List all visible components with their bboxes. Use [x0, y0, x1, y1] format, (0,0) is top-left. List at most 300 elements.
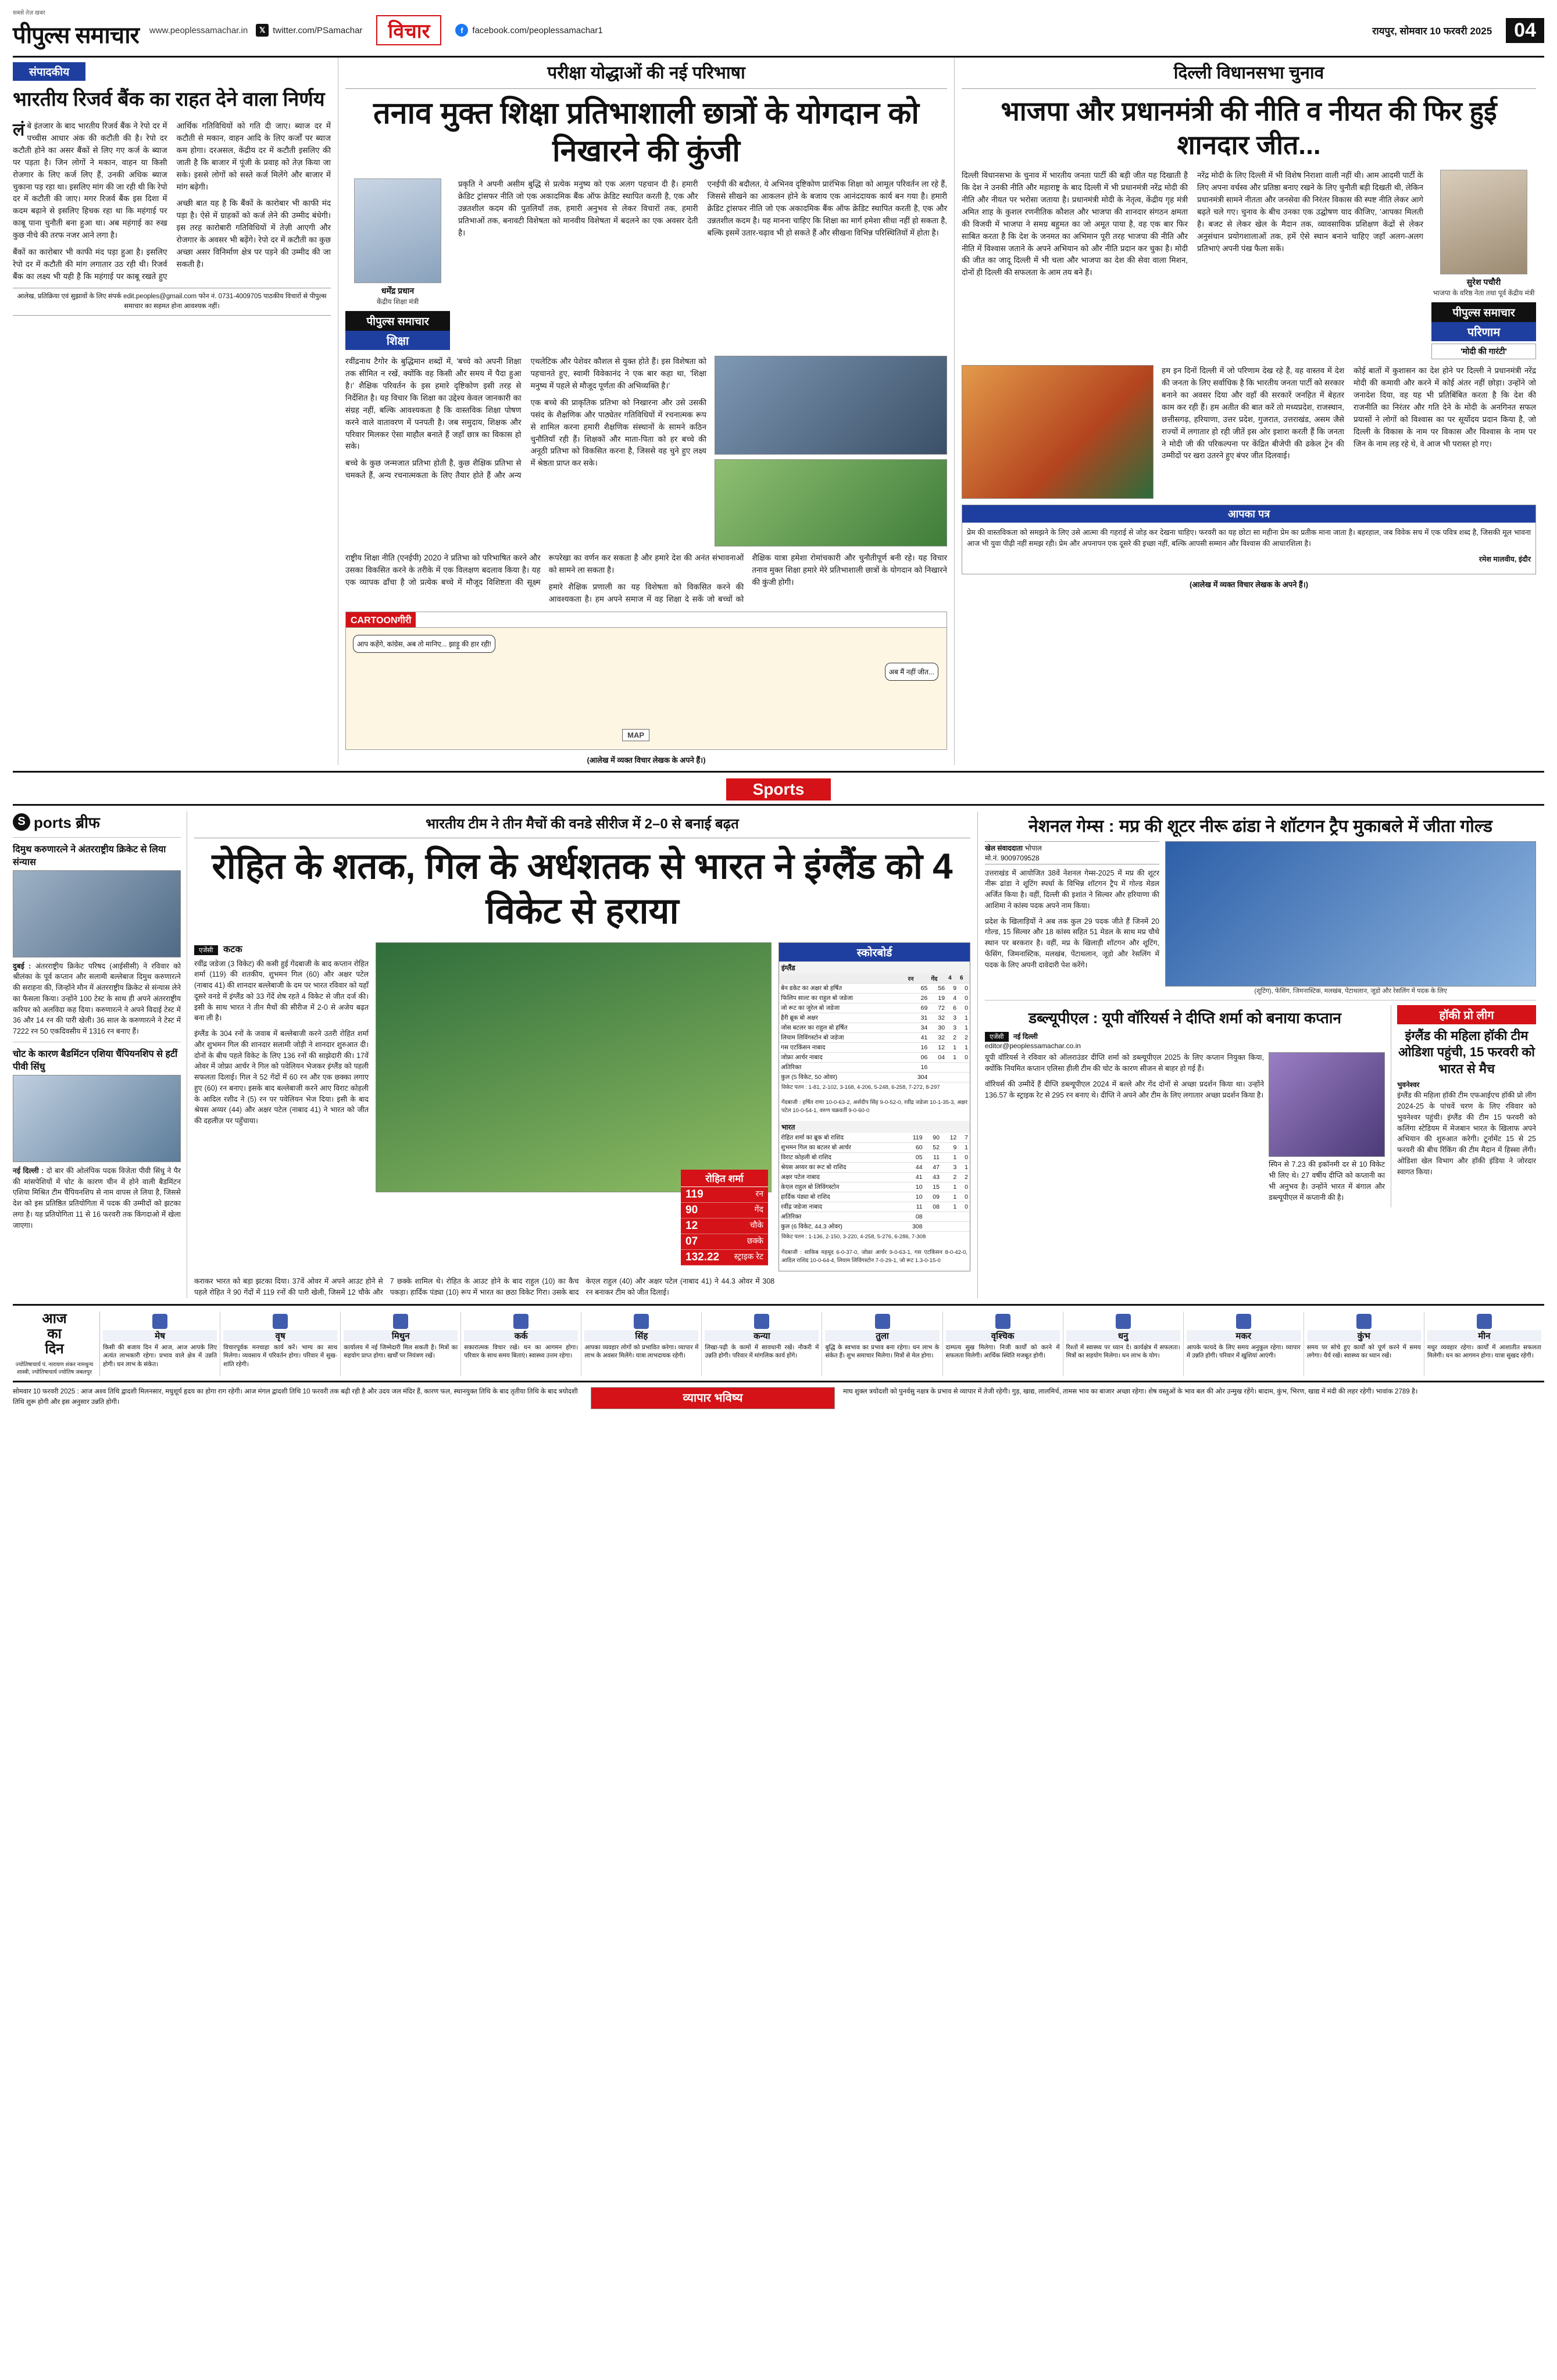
wpl-para: स्पिन से 7.23 की इकॉनमी दर से 10 विकेट भी लिए थे। 27 वर्षीय दीप्ति को कप्तानी का भी अनुभव है। उन्होंने भारत में बंगाल और डब्ल्यूपीएल में कप्तानी की है। [1269, 1160, 1385, 1202]
article-para: बच्चे के कुछ जन्मजात प्रतिभा होती है, कुछ शैक्षिक प्रतिभा से चमकते हैं, अन्य रचनात्मकता के लिए तैयार होते हैं और अन्य एथलेटिक और पेशेवर कौशल से युक्त होते हैं। इस विशेषता को पहचानते हुए, स्वामी विवेकानंद ने एक बार कहा था, 'शिक्षा मनुष्य में पहले से मौजूद पूर्णता की अभिव्यक्ति है।' [345, 357, 706, 480]
zodiac-sign-text: विचारपूर्वक मनचाहा कार्य करें। भाग्य का साथ मिलेगा। व्यवसाय में परिवर्तन होगा। परिवार में सुख-शांति रहेगी। [223, 1343, 338, 1368]
section-badge: विचार [376, 15, 441, 45]
score-cell: 0 [958, 1003, 970, 1013]
score-cell: 32 [929, 1032, 947, 1042]
zodiac-sign-text: सकारात्मक विचार रखें। धन का आगमन होगा। परिवार के साथ समय बिताएं। स्वास्थ्य उत्तम रहेगा। [464, 1343, 578, 1360]
table-row [779, 1133, 970, 1143]
author-block [345, 178, 450, 350]
team1-fow: विकेट पतन : 1-81, 2-102, 3-168, 4-206, 5-248, 6-258, 7-272, 8-297 [781, 1084, 940, 1091]
brief-text: दो बार की ओलंपिक पदक विजेता पीवी सिंधु ने पैर की मांसपेशियों में चोट के कारण चीन में होने वाली बैडमिंटन एशिया मिश्रित टीम चैंपियनशिप से नाम वापस ले लिया है, जिससे देश को इस प्रतिष्ठित प्रतियोगिता में पदक की उम्मीदों को झटका लगा है। यह प्रतियोगिता 11 से 16 फरवरी तक किंगदाओ में खेला जाएगा। [13, 1166, 181, 1230]
brief-photo-1 [13, 870, 181, 957]
article-election [955, 58, 1536, 765]
score-cell: 0 [958, 1052, 970, 1062]
score-cell [941, 1212, 958, 1222]
article-para: नरेंद्र मोदी के लिए दिल्ली में भी विशेष निराशा वाली नहीं थी। आम आदमी पार्टी के लिए अपना वर्चस्व और प्रतिष्ठा बनाए रखने के लिए चुनौती बड़ी दिखती थी, लेकिन प्रधानमंत्री सामने नीतता और जनसेवा की निरंतर विकास की स्पष्ट नीति लेकर आगे बढ़ते चले गए। चुनाव के बीच उनका एक उद्घोषण याद कीजिए, 'आपका मिलती है। बजट से लेकर खेल के मैदान तक, व्यावसायिक प्रशिक्षण केंद्रों से लेकर अनुसंधान प्रयोगशालाओं तक, हमें ऐसे स्थान बनाने चाहिए जहाँ अलग-अलग प्रतिभाएं अपनी पंख फैला सकें। [1197, 171, 1423, 253]
zodiac-cell [822, 1311, 942, 1377]
stat-label: रन [755, 1189, 763, 1199]
score-cell: 11 [902, 1202, 924, 1212]
sports-brief-title [13, 812, 181, 832]
score-cell: 4 [947, 993, 958, 1003]
hockey-headline: इंग्लैंड की महिला हॉकी टीम ओडिशा पहुंची, 15 फरवरी को भारत से मैच [1398, 1028, 1535, 1076]
article-body-rest [345, 552, 947, 606]
zodiac-cell [341, 1311, 461, 1377]
cartoon-art [346, 627, 947, 749]
article-mid-block [962, 365, 1536, 499]
table-row [779, 1062, 970, 1072]
score-cell: 1 [958, 1042, 970, 1052]
table-row [779, 1192, 970, 1202]
score-cell [941, 1222, 958, 1232]
article-photos [715, 356, 947, 546]
batter-name: विराट कोहली बो राशिद [779, 1153, 902, 1163]
logo [13, 10, 139, 50]
score-cell: 56 [929, 983, 947, 993]
score-cell: 12 [929, 1042, 947, 1052]
score-cell: 1 [941, 1192, 958, 1202]
footer-zone [13, 1387, 1544, 1409]
letter-body: प्रेम की वास्तविकता को समझने के लिए उसे आत्मा की गहराई से जोड़ कर देखना चाहिए। फरवरी का यह छोटा सा महीना प्रेम का प्रतीक माना जाता है। बहरहाल, जब विवेक सच में एक पवित्र शब्द है, जिसकी मूल भावना आज भी युवा पीढ़ी नहीं समझ रही। प्रेम और अपनापन एक दूसरे की इच्छा नहीं, बल्कि आपसी सम्मान और विश्वास की आधारशिला है। [967, 528, 1531, 548]
sports-brief [13, 812, 187, 1298]
sports-main-block [194, 942, 970, 1272]
score-cell: 119 [902, 1133, 924, 1143]
wpl-place: नई दिल्ली [1013, 1032, 1038, 1041]
brief-body [13, 1166, 181, 1231]
twitter-link[interactable] [256, 24, 362, 37]
table-row [779, 1032, 970, 1042]
brief-dateline: दुबई : [13, 962, 31, 970]
score-cell: 3 [947, 1013, 958, 1023]
zodiac-zone [13, 1311, 1544, 1383]
zodiac-sign-text: आपके फायदे के लिए समय अनुकूल रहेगा। व्यापार में उन्नति होगी। परिवार में खुशियां आएंगी। [1186, 1343, 1301, 1360]
score-cell: 1 [958, 1163, 970, 1173]
table-row [779, 1182, 970, 1192]
score-cell [958, 1072, 970, 1082]
facebook-icon: f [455, 24, 468, 37]
sports-kicker: भारतीय टीम ने तीन मैचों की वनडे सीरीज में 2–0 से बनाई बढ़त [194, 814, 970, 838]
zodiac-sign-icon [1236, 1314, 1251, 1329]
table-row [779, 1013, 970, 1023]
editorial-para: लंबे इंतजार के बाद भारतीय रिजर्व बैंक ने रेपो दर में पच्चीस आधार अंक की कटौती की है। रेपो दर कटौती होने का असर बैंकों से लिए गए कर्ज के ब्याज पर पड़ता है। जिन लोगों ने मकान, वाहन या किसी रोजगार के लिए कर्ज लिए हैं, उनकी अधिक ब्याज चुकाना पड़ रहा था। इसलिए मांग की जा रही थी कि रेपो दर में कटौती की जाए। मगर रिजर्व बैंक इस दिशा में कदम बढ़ाने से इसलिए हिचक रहा था कि महंगाई पर काबू पाना चुनौती बना हुआ था। अब महंगाई का रुख कुछ नीचे की तरफ नजर आने लगा है। [13, 120, 167, 240]
batter-name: फिलिप साल्ट का राहुल बो जडेजा [779, 993, 906, 1003]
letters-box [962, 505, 1536, 574]
table-row [779, 1202, 970, 1212]
score-cell: 2 [958, 1032, 970, 1042]
table-row [779, 1222, 970, 1232]
rally-photo [962, 365, 1154, 499]
score-cell: 1 [947, 1042, 958, 1052]
score-cell: 0 [958, 1153, 970, 1163]
wpl-block [985, 1005, 1536, 1208]
zodiac-sign-text: बुद्धि के स्वभाव का प्रभाव बना रहेगा। धन लाभ के संकेत हैं। शुभ समाचार मिलेगा। मित्रों से मेल होगा। [825, 1343, 940, 1360]
score-header-row [779, 974, 970, 984]
hockey-block [1391, 1005, 1536, 1208]
logo-tagline: सबसे तेज़ खबर [13, 10, 45, 16]
masthead [13, 10, 1544, 58]
score-cell: 19 [929, 993, 947, 1003]
ng-byline [985, 841, 1159, 864]
score-cell: 3 [947, 1023, 958, 1032]
rohit-photo [376, 942, 772, 1192]
score-cell: 65 [906, 983, 930, 993]
article-para: प्रकृति ने अपनी असीम बुद्धि से प्रत्येक मनुष्य को एक अलग पहचान दी है। हमारी क्रेडिट ट्रांसफर नीति जो एक अकादमिक बैंक ऑफ क्रेडिट स्थापित करती है, एक और उन्नतशील कदम की पुतलियाँ तक, हमारी अनुभव से लेकर विचारों तक, हमारी प्रतिभाओं तक, बनावटी विशेषता को मानवीय विशेषता में बदलने का एक अवसर देती है। [458, 180, 698, 237]
result-box-title: 'मोदी की गारंटी' [1431, 344, 1536, 359]
zodiac-label-2: का [47, 1326, 62, 1342]
wpl-kicker: डब्ल्यूपीएल : [1029, 1009, 1098, 1027]
stat-row [681, 1203, 768, 1218]
stat-row [681, 1187, 768, 1203]
wpl-email[interactable]: editor@peoplessamachar.co.in [985, 1042, 1081, 1050]
sports-text-col [194, 942, 369, 1272]
score-cell: 69 [906, 1003, 930, 1013]
stat-label: चौके [749, 1220, 763, 1230]
col-batter [779, 974, 906, 984]
batter-name: कुल (5 विकेट, 50 ओवर) [779, 1072, 906, 1082]
article-footnote: (आलेख में व्यक्त विचार लेखक के अपने हैं।) [1189, 580, 1309, 589]
zodiac-label-1: आज [42, 1310, 67, 1327]
batter-name: बेन डकेट का अक्षर बो हर्षित [779, 983, 906, 993]
batter-name: कुल (6 विकेट, 44.3 ओवर) [779, 1222, 902, 1232]
zodiac-sign-name: कुंभ [1307, 1330, 1421, 1342]
author-title: केंद्रीय शिक्षा मंत्री [376, 298, 419, 306]
zodiac-sign-icon [513, 1314, 528, 1329]
zodiac-sign-icon [995, 1314, 1010, 1329]
score-cell: 7 [958, 1133, 970, 1143]
sports-para: कराकर भारत को बड़ा झटका दिया। 37वें ओवर में अपने आउट होने से पहले रोहित ने 90 गेंदों में 119 रनों की पारी खेली, जिसमें 12 चौके और 7 छक्के शामिल थे। रोहित के आउट होने के बाद राहुल (10) का कैच पकड़ा। हार्दिक पंड्या (10) रूप में भारत का छठा विकेट गिरा। उसके बाद केएल राहुल (40) और अक्षर पटेल (नाबाद 41) ने 44.3 ओवर में 308 रन बनाकर टीम को जीत दिलाई। [194, 1277, 775, 1296]
dateline: रायपुर, सोमवार 10 फरवरी 2025 [1372, 25, 1492, 37]
batter-name: श्रेयस अय्यर का रूट बो राशिद [779, 1163, 902, 1173]
stat-label: स्ट्राइक रेट [734, 1252, 763, 1262]
score-cell: 0 [958, 983, 970, 993]
astrologer-credit: ज्योतिषाचार्य पं. नारायण शंकर नामधुन्य शास्त्री, ज्योतिषाचार्य ज्योतिष जबलपुर [15, 1361, 94, 1376]
table-row [779, 1042, 970, 1052]
wpl-para: यूपी वॉरियर्स ने रविवार को ऑलराउंडर दीप्ति शर्मा को डब्ल्यूपीएल 2025 के लिए कप्तान नियुक्त किया, क्योंकि नियमित कप्तान एलिसा हीली टीम की चोट के कारण सीजन से बाहर हो गई हैं। [985, 1053, 1264, 1073]
article-photo-1 [715, 356, 947, 455]
score-cell: 32 [929, 1013, 947, 1023]
score-cell: 3 [941, 1163, 958, 1173]
team1-scores [779, 974, 970, 1082]
ng-photo-block [1165, 841, 1536, 995]
team2-bowling: गेंदबाजी : साकिब महमूद 6-0-37-0, जोफ्रा आर्चर 9-0-63-1, गस एटकिंसन 8-0-42-0, आदिल राशिद 10-0-64-4, लियाम लिविंगस्टोन 7-0-29-1, जो रूट 1.3-0-15-0 [781, 1249, 967, 1264]
brief-body [13, 961, 181, 1037]
zodiac-sign-text: किसी की बजाय दिन में आज, आज आपके लिए अत्यंत लाभकारी रहेगा। प्रभाव वाले क्षेत्र में उन्नति होगी। धन लाभ के संकेत। [103, 1343, 217, 1368]
agency-label: एजेंसी [194, 945, 218, 955]
batter-name: अक्षर पटेल नाबाद [779, 1173, 902, 1182]
player-name: रोहित शर्मा [681, 1170, 768, 1187]
article-photo-block [962, 365, 1154, 499]
sports-para: रवींद्र जडेजा (3 विकेट) की कसी हुई गेंदबाजी के बाद कप्तान रोहित शर्मा (119) की शतकीय, शुभमन गिल (60) और अक्षर पटेल (नाबाद 41) की शानदार बल्लेबाजी के दम पर भारत रविवार को यहाँ दूसरे वनडे में इंग्लैंड को 33 गेंदें शेष रहते 4 विकेट से जीत दर्ज की। इसी के साथ भारत ने तीन मैचों की सीरीज में 2-0 से अजेय बढ़त बना ली है। [194, 959, 369, 1023]
article-para: एनईपी की बदौलत, ये अभिनव दृष्टिकोण प्रारंभिक शिक्षा को आमूल परिवर्तन ला रहे हैं, जिससे सीखने का आकलन होने के बजाय एक आनंददायक कार्य बन गया है। हमारी क्रेडिट ट्रांसफर नीति जो एक अकादमिक बैंक ऑफ क्रेडिट स्थापित करती है, एक और उन्नतशील कदम है। यह मानना चाहिए कि शिक्षा का मार्ग हमेशा सीधा नहीं हो सकता है, बल्कि इसमें उतार-चढ़ाव भी हो सकते हैं और सीखना विभिन्न परिस्थितियों में होता है। [707, 180, 947, 237]
zodiac-sign-text: दाम्पत्य सुख मिलेगा। निजी कार्यों को करने में सफलता मिलेगी। आर्थिक स्थिति मजबूत होगी। [945, 1343, 1060, 1360]
wpl-agency: एजेंसी [985, 1032, 1009, 1042]
score-cell: 08 [924, 1202, 941, 1212]
score-cell: 43 [924, 1173, 941, 1182]
score-cell: 1 [941, 1153, 958, 1163]
table-row [779, 1143, 970, 1153]
score-cell [924, 1212, 941, 1222]
wpl-head [985, 1009, 1385, 1028]
brief-headline: दिमुथ करुणारत्ने ने अंतरराष्ट्रीय क्रिकेट से लिया संन्यास [13, 844, 166, 867]
section-strip: परिणाम [1431, 322, 1536, 341]
score-cell: 308 [902, 1222, 924, 1232]
score-cell: 72 [929, 1003, 947, 1013]
table-row [779, 983, 970, 993]
score-cell: 304 [906, 1072, 930, 1082]
zodiac-cell [1424, 1311, 1544, 1377]
ng-headline: मप्र की शूटर नीरू ढांडा ने शॉटगन ट्रैप मुकाबले में जीता गोल्ड [1119, 816, 1492, 836]
zodiac-cell [702, 1311, 822, 1377]
letter-signature: रमेश मालवीय, इंदौर [1479, 555, 1531, 563]
table-row [779, 1212, 970, 1222]
batter-name: अतिरिक्त [779, 1212, 902, 1222]
zodiac-sign-icon [1356, 1314, 1372, 1329]
score-cell: 6 [947, 1003, 958, 1013]
score-cell: 06 [906, 1052, 930, 1062]
team2-scores [779, 1133, 970, 1232]
article-para: राष्ट्रीय शिक्षा नीति (एनईपी) 2020 ने प्रतिभा को परिभाषित करने और उसका विकसित करने के तरीके में एक विलक्षण बदलाव किया है। यह एक व्यापक ढाँचा है जो प्रत्येक बच्चे में मौजूद विशिष्टता की सूक्ष्म रूपरेखा का वर्णन कर सकता है और हमारे देश की अनंत संभावनाओं को सामने ला सकता है। [345, 553, 744, 587]
wpl-left [985, 1005, 1385, 1208]
zodiac-sign-icon [1116, 1314, 1131, 1329]
score-cell: 9 [947, 983, 958, 993]
stat-row [681, 1250, 768, 1266]
score-cell: 1 [941, 1202, 958, 1212]
team2-fow: विकेट पतन : 1-136, 2-150, 3-220, 4-258, 5-276, 6-286, 7-308 [781, 1234, 926, 1241]
stat-row [681, 1218, 768, 1234]
zodiac-sign-text: लिखा-पढ़ी के कामों में सावधानी रखें। नौकरी में उन्नति होगी। परिवार में मांगलिक कार्य होंगे। [705, 1343, 819, 1360]
brief-text: अंतरराष्ट्रीय क्रिकेट परिषद (आईसीसी) ने रविवार को श्रीलंका के पूर्व कप्तान और सलामी बल्लेबाज दिमुथ करुणारत्ने की सराहना की, जिन्होंने मौन में अंतरराष्ट्रीय क्रिकेट से संन्यास लेने का फैसला किया। उन्होंने 100 टेस्ट के साथ ही अपने अंतरराष्ट्रीय करियर को अलविदा कह दिया। करुणारत्ने ने अपने विदाई टेस्ट में 36 और 14 रन की पारी खेली। 36 साल के करुणारत्ने ने टेस्ट में 7222 रन 50 एकदिवसीय में 1316 रन बनाए हैं। [13, 962, 181, 1036]
zodiac-grid [100, 1311, 1544, 1377]
score-cell: 1 [958, 1143, 970, 1153]
article-kicker: दिल्ली विधानसभा चुनाव [962, 60, 1536, 89]
ng-para: प्रदेश के खिलाड़ियों ने अब तक कुल 29 पदक जीते हैं जिनमें 20 गोल्ड, 15 सिल्वर और 18 कांस्य सहित 51 मेडल के साथ मप्र चौथे स्थान पर बरकरार है। वहीं, मप्र के खिलाड़ी शॉटगन और शूटिंग, फेंसिंग, जिमनास्टिक, मलखंब, पेंटाथलान, जूडो और रेसलिंग में पदक के लिए अपनी दावेदारी पेश करेंगे। [985, 917, 1159, 969]
score-cell: 0 [958, 993, 970, 1003]
brand-strip: पीपुल्स समाचार [345, 311, 450, 331]
team2-name: भारत [779, 1121, 970, 1133]
article-footnote: (आलेख में व्यक्त विचार लेखक के अपने हैं।) [587, 755, 706, 764]
editorial-label: संपादकीय [13, 62, 85, 81]
team1-bowling: गेंदबाजी : हर्षित राणा 10-0-63-2, अर्शदीप सिंह 9-0-52-0, रवींद्र जडेजा 10-1-35-3, अक्षर पटेल 10-0-54-1, वरुण चक्रवर्ती 9-0-60-0 [781, 1099, 967, 1114]
stat-row [681, 1234, 768, 1250]
author-title: भाजपा के वरिष्ठ नेता तथा पूर्व केंद्रीय मंत्री [1433, 289, 1535, 297]
score-cell: 9 [941, 1143, 958, 1153]
zodiac-sign-name: कन्या [705, 1330, 819, 1342]
cartoon-title: CARTOONगीरी [346, 612, 416, 627]
batter-name: जो रूट का जुरेल बो जडेजा [779, 1003, 906, 1013]
editorial-para: अच्छी बात यह है कि बैंकों के कारोबार भी काफी मंद पड़ा है। ऐसे में ग्राहकों को कर्ज लेने की उम्मीद बंधेगी। इस तरह कारोबारी गतिविधियों में तेज़ी आएगी और रोजगार के अवसर भी बढ़ेंगे। रेपो दर में कटौती का कुछ अच्छा असर विनिर्माण क्षेत्र पर पड़ने की उम्मीद की जा सकती है। [176, 199, 331, 269]
brand-strip: पीपुल्स समाचार [1431, 302, 1536, 322]
zodiac-label [13, 1311, 100, 1377]
divider [13, 837, 181, 838]
score-cell [929, 1072, 947, 1082]
wpl-text [985, 1052, 1264, 1207]
section-strip: शिक्षा [345, 331, 450, 350]
editorial-body [13, 120, 331, 283]
batter-name: जोफ्रा आर्चर नाबाद [779, 1052, 906, 1062]
article-body-right [1162, 365, 1536, 499]
col-sixes: 6 [958, 974, 970, 984]
batter-name: हार्दिक पंड्या बो राशिद [779, 1192, 902, 1202]
score-cell: 0 [958, 1182, 970, 1192]
website-url[interactable]: www.peoplessamachar.in [149, 25, 248, 35]
zodiac-sign-text: रिश्तों में स्वास्थ्य पर ध्यान दें। कार्यक्षेत्र में सफलता। मित्रों का सहयोग मिलेगा। धन लाभ के योग। [1066, 1343, 1180, 1360]
team1-name: इंग्लैंड [779, 962, 970, 974]
article-para: रवींद्रनाथ टैगोर के बुद्धिमान शब्दों में, 'बच्चे को अपनी शिक्षा तक सीमित न रखें, क्योंकि वह किसी और समय में पैदा हुआ है।' शैक्षिक परिवर्तन के इस हमारे दृष्टिकोण इसी तरह से निर्देशित है। यह विचार कि शिक्षा का उद्देश्य केवल जानकारी का संग्रह नहीं, बल्कि आवश्यकता है कि वास्तविक शिक्षा पोषण करने वाले वातावरण में पनपती है। जब समुदाय, शिक्षक और परिवार मिलकर ऐसा माहौल बनाते हैं जहाँ छात्र का विकास हो सके। [345, 357, 522, 451]
batter-name: अतिरिक्त [779, 1062, 906, 1072]
score-cell: 0 [958, 1192, 970, 1202]
score-cell: 10 [902, 1192, 924, 1202]
article-para: दिल्ली विधानसभा के चुनाव में भारतीय जनता पार्टी की बड़ी जीत यह दिखाती है कि देश ने उनकी नीति और महाराष्ट्र के बाद दिल्ली में भी प्रधानमंत्री नरेंद्र मोदी की नीति और नीयत पर भरोसा जताया है। प्रधानमंत्री मोदी के नेतृत्व, केंद्रीय गृह मंत्री अमित शाह के कुशल रणनीतिक कौशल और भाजपा की शानदार संगठन क्षमता की विजयी में भाजपा ने समग्र बहुमत का जो अमूत पाया है, वह एक बार फिर साबित करता है कि देश के जनमत का अभिमान पूरी तरह भाजपा की नीति और नीति में विश्वास जताने के अपने अभियान को और नीति प्रदान कर चुका है। मोदी की जीत का जादू दिल्ली में भी चला और भाजपा का देश की सेवा वाला मिशन, दोनों ही दिल्ली की सफलता के आम तय बने हैं। [962, 171, 1188, 277]
sports-place: कटक [223, 944, 242, 955]
shooter-photo [1165, 841, 1536, 987]
zodiac-sign-name: मीन [1427, 1330, 1541, 1342]
zodiac-sign-name: कर्क [464, 1330, 578, 1342]
batter-name: गस एटकिंसन नाबाद [779, 1042, 906, 1052]
vyapar-block [591, 1387, 835, 1409]
sports-agency [194, 942, 369, 955]
sports-zone [13, 804, 1544, 1306]
score-cell [924, 1222, 941, 1232]
score-cell: 1 [941, 1182, 958, 1192]
article-para: हमारे शैक्षिक प्रणाली का यह विशेषता को विकसित करने की आवश्यकता है। हम अपने समाज में वह शिक्षा दे सकें जो बच्चों को शैक्षिक यात्रा हमेशा रोमांचकारी और चुनौतीपूर्ण बनी रहे। यह विचार तनाव मुक्त शिक्षा हमारे मेरे प्रतिभाशाली छात्रों के योगदान को निखारने की कुंजी होगी। [548, 553, 947, 603]
score-cell: 1 [947, 1052, 958, 1062]
wpl-photo-block [1269, 1052, 1385, 1207]
batter-name: रवींद्र जडेजा नाबाद [779, 1202, 902, 1212]
zodiac-sign-text: समय पर सोचे हुए कार्यों को पूर्ण करने में समय लगेगा। धैर्य रखें। स्वास्थ्य का ध्यान रखें। [1306, 1343, 1421, 1360]
zodiac-sign-icon [634, 1314, 649, 1329]
hockey-place: भुवनेश्वर [1397, 1081, 1420, 1089]
stat-label: छक्के [747, 1236, 763, 1246]
score-cell: 10 [902, 1182, 924, 1192]
cartoon-map-label: MAP [622, 729, 649, 741]
score-cell: 05 [902, 1153, 924, 1163]
ng-place: भोपाल [1024, 844, 1042, 852]
player-stat-box [681, 1170, 768, 1266]
score-cell: 26 [906, 993, 930, 1003]
vyapar-text: माघ शुक्ल त्रयोदशी को पुनर्वसु नक्षत्र के प्रभाव से व्यापार में तेजी रहेगी। गुड़, खाद्य, लालमिर्च, तामस भाव का बाजार अच्छा रहेगा। शेष वस्तुओं के भाव बल की ओर उन्मुख रहेंगे। बादाम, कुंभ, भिरण, खाद्य में मंदी की लहर रहेगी। भावांक 2789 है। [843, 1388, 1418, 1396]
score-cell: 31 [906, 1013, 930, 1023]
national-games-kicker-head [985, 815, 1536, 838]
hockey-body: इंग्लैंड की महिला हॉकी टीम एफआईएच हॉकी प्रो लीग 2024-25 के पांचवें चरण के लिए रविवार को भुवनेश्वर पहुंची। इंग्लैंड की टीम 15 फरवरी को कलिंगा स्टेडियम में मेजबान भारत के खिलाफ अपने अभियान की शुरुआत करेगी। टूर्नामेंट 15 से 25 फरवरी की बीच रिंकिंग की टीम मैदान में हिस्सा लेंगी। ओडिशा खेल विभाग और हॉकी इंडिया ने जोरदार स्वागत किया। [1397, 1091, 1536, 1176]
brief-dateline: नई दिल्ली : [13, 1166, 44, 1175]
score-cell: 04 [929, 1052, 947, 1062]
article-kicker: परीक्षा योद्धाओं की नई परिभाषा [345, 60, 947, 89]
twitter-handle: twitter.com/PSamachar [273, 25, 363, 35]
ng-block [985, 841, 1536, 995]
article-education [338, 58, 955, 765]
zodiac-cell [943, 1311, 1063, 1377]
article-intro [458, 178, 947, 350]
zodiac-sign-icon [273, 1314, 288, 1329]
stat-value: 119 [685, 1188, 703, 1201]
brief-headline: चोट के कारण बैडमिंटन एशिया चैंपियनशिप से हटीं पीवी सिंधु [13, 1049, 178, 1072]
stat-value: 07 [685, 1235, 698, 1248]
score-cell: 2 [941, 1173, 958, 1182]
zodiac-sign-text: मधुर व्यवहार रहेगा। कार्यों में आशातीत सफलता मिलेगी। धन का आगमन होगा। यात्रा सुखद रहेगी। [1427, 1343, 1541, 1360]
cartoon-box [345, 612, 947, 750]
col-balls: गेंद [929, 974, 947, 984]
sports-band-label: Sports [726, 778, 831, 801]
score-cell: 12 [941, 1133, 958, 1143]
table-row [779, 1072, 970, 1082]
batter-name: शुभमन गिल का बटलर बो आर्चर [779, 1143, 902, 1153]
zodiac-cell [1184, 1311, 1304, 1377]
zodiac-sign-name: मेष [103, 1330, 217, 1342]
stat-value: 90 [685, 1204, 698, 1217]
table-row [779, 993, 970, 1003]
zodiac-sign-text: आपका व्यवहार लोगों को प्रभावित करेगा। व्यापार में लाभ के अवसर मिलेंगे। यात्रा लाभदायक रहेगी। [584, 1343, 699, 1360]
ng-photo-caption: (शूटिंग), फेंसिंग, जिमनास्टिक, मलखंब, पेंटाथलान, जूडो और रेसलिंग में पदक के लिए [1254, 987, 1447, 995]
article-para: हम इन दिनों दिल्ली में जो परिणाम देख रहे हैं, वह वास्तव में देश की जनता के लिए सर्वाधिक है कि भारतीय जनता पार्टी को सरकार बनाने का अवसर दिया और वहाँ की सरकारें जनहित में बेहतर काम कर रही हैं। हम अतीत की बात करें तो मध्यप्रदेश, राजस्थान, छत्तीसगढ़, हरियाणा, उत्तर प्रदेश, गुजरात, उत्तराखंड, असम जैसे राज्यों में लगातार हो रही जीतें इस ओर इशारा करती हैं कि जनता ने मोदी जी की परिकल्पना पर केंद्रित बीजेपी की ढकेल ट्रेन की उम्मीदों पर खरा उतरने हुए बंपर जीत दिलवाई। [1162, 366, 1344, 460]
score-cell: 41 [902, 1173, 924, 1182]
sports-right-column [978, 812, 1536, 1298]
article-para: कोई बातों में कुशासन का देश होने पर दिल्ली ने प्रधानमंत्री नरेंद्र मोदी की कमायी और करने में कोई अंतर नहीं छोड़ा। उन्होंने जो जनादेश दिया, वह यह भी प्रतिबिंबित करता है कि देश की राजनीति का निरंतर और गति देने के मोदी के अनगिनत सफल प्रयासों ने लोगों को विश्वास का पर सूर्योदय प्रदान किया है, जो दिल्ली के विकास के नाम पर विकास और विश्वास के नाम पर जिन के नाम लड़ रहे थे, वे आज भी परास्त हो गए। [1354, 366, 1536, 448]
editorial-column [13, 58, 338, 765]
zodiac-sign-name: वृष [223, 1330, 337, 1342]
score-cell: 0 [958, 1202, 970, 1212]
facebook-link[interactable] [455, 24, 602, 37]
author-name: सुरेश पचौरी [1466, 277, 1501, 287]
batter-name: रोहित शर्मा का ब्रूक बो राशिद [779, 1133, 902, 1143]
zodiac-sign-icon [393, 1314, 408, 1329]
logo-text: पीपुल्स समाचार [13, 23, 139, 48]
score-cell: 60 [902, 1143, 924, 1153]
zodiac-cell [220, 1311, 341, 1377]
col-fours: 4 [947, 974, 958, 984]
wpl-para: वॉरियर्स की उम्मीदें हैं दीप्ति डब्ल्यूपीएल 2024 में बल्ले और गेंद दोनों से अच्छा प्रदर्शन किया था। उन्होंने 136.57 के स्ट्राइक रेट से 295 रन बनाए थे। दीप्ति ने अपने और टीम के लिए लगातार अच्छा प्रदर्शन किया है। [985, 1080, 1264, 1099]
score-cell: 1 [958, 1023, 970, 1032]
twitter-icon: 𝕏 [256, 24, 269, 37]
deepti-photo [1269, 1052, 1385, 1157]
score-cell: 09 [924, 1192, 941, 1202]
score-cell: 16 [906, 1042, 930, 1052]
editorial-contact[interactable]: आलेख, प्रतिक्रिया एवं सुझावों के लिए संपर्क edit.peoples@gmail.com फोन नं. 0731-4009705 पाठकीय विचारों से पीपुल्स समाचार का सहमत होना आवश्यक नहीं। [13, 288, 331, 316]
score-cell: 34 [906, 1023, 930, 1032]
stat-value: 132.22 [685, 1251, 720, 1264]
stat-label: गेंद [754, 1205, 763, 1214]
ng-para: उत्तराखंड में आयोजित 38वें नेशनल गेम्स-2025 में मप्र की शूटर नीरू ढांडा ने शूटिंग स्पर्धा के विभिन्न शॉटगन ट्रैप में गोल्ड मेडल अर्जित किया है। वहीं, दिल्ली की इशांत ने सिल्वर और हरियाणा की आशिमा ने कांस्य पदक अपने नाम किया। [985, 869, 1159, 910]
zodiac-sign-text: कार्यालय में नई जिम्मेदारी मिल सकती है। मित्रों का सहयोग प्राप्त होगा। खर्चों पर नियंत्रण रखें। [344, 1343, 458, 1360]
table-row [779, 1052, 970, 1062]
author-photo [1440, 170, 1527, 274]
table-row [779, 1153, 970, 1163]
batter-name: लियाम लिविंगस्टोन बो जडेजा [779, 1032, 906, 1042]
wpl-headline: यूपी वॉरियर्स ने दीप्ति शर्मा को बनाया कप्तान [1102, 1009, 1341, 1027]
zodiac-sign-name: धनु [1066, 1330, 1180, 1342]
score-cell [947, 1062, 958, 1072]
zodiac-sign-name: सिंह [584, 1330, 698, 1342]
ng-text [985, 841, 1159, 995]
score-cell [947, 1072, 958, 1082]
wpl-content [985, 1052, 1385, 1207]
article-headline: भाजपा और प्रधानमंत्री की नीति व नीयत की फिर हुई शानदार जीत... [1001, 96, 1497, 160]
sports-brief-label: ports ब्रीफ [34, 813, 100, 831]
sports-continued [194, 1276, 970, 1298]
sports-para: इंग्लैंड के 304 रनों के जवाब में बल्लेबाजी करने उतरी रोहित शर्मा और शुभमन गिल की शानदार सलामी जोड़ी ने शानदार शुरुआत दी। दोनों के बीच पहले विकेट के लिए 136 रनों की साझेदारी की। 17वें ओवर में जोफ्रा आर्चर ने गिल को पवेलियन भेजकर इंग्लैंड को पहली सफलता दिलाई। गिल ने 52 गेंदों में 60 रन और एक छक्का लगाए हुए (60) रन बनाए। इसके बाद बल्लेबाजी करने आए विराट कोहली के आदिल रशीद ने (5) रन पर पवेलियन भेज दिया। इसी के बाद श्रेयस अय्यर (44) और अक्षर पटेल (नाबाद 41) ने भारत को जीत की दहलीज़ पर पहुँचाया। [194, 1030, 369, 1125]
page-number: 04 [1506, 18, 1544, 43]
score-cell: 2 [947, 1032, 958, 1042]
zodiac-sign-name: तुला [825, 1330, 939, 1342]
batter-name: हैरी ब्रूक बो अक्षर [779, 1013, 906, 1023]
zodiac-sign-icon [754, 1314, 769, 1329]
score-cell: 16 [906, 1062, 930, 1072]
sports-main-story [187, 812, 978, 1298]
zodiac-sign-icon [875, 1314, 890, 1329]
editorial-para: बैंकों का कारोबार भी काफी मंद पड़ा हुआ है। इसलिए रेपो दर में कटौती की मांग लगातार उठ रही थी। रिजर्व बैंक का लक्ष्य भी यही है कि महंगाई पर काबू रखते हुए आर्थिक गतिविधियों को गति दी जाए। ब्याज दर में कटौती से मकान, वाहन आदि के लिए कर्जों पर ब्याज कम होगा। दरअसल, केंद्रीय दर में कटौती इसलिए की जाती है कि बाजार में पूंजी के प्रवाह को तेज़ किया जा सके। इससे लोगों को सस्ते कर्ज मिलेंगे और बाजार में मांग बढ़ेगी। [13, 121, 331, 281]
score-cell: 08 [902, 1212, 924, 1222]
letters-title: आपका पत्र [962, 505, 1535, 523]
zodiac-label-3: दिन [45, 1341, 64, 1357]
score-cell [958, 1212, 970, 1222]
zodiac-cell [100, 1311, 220, 1377]
